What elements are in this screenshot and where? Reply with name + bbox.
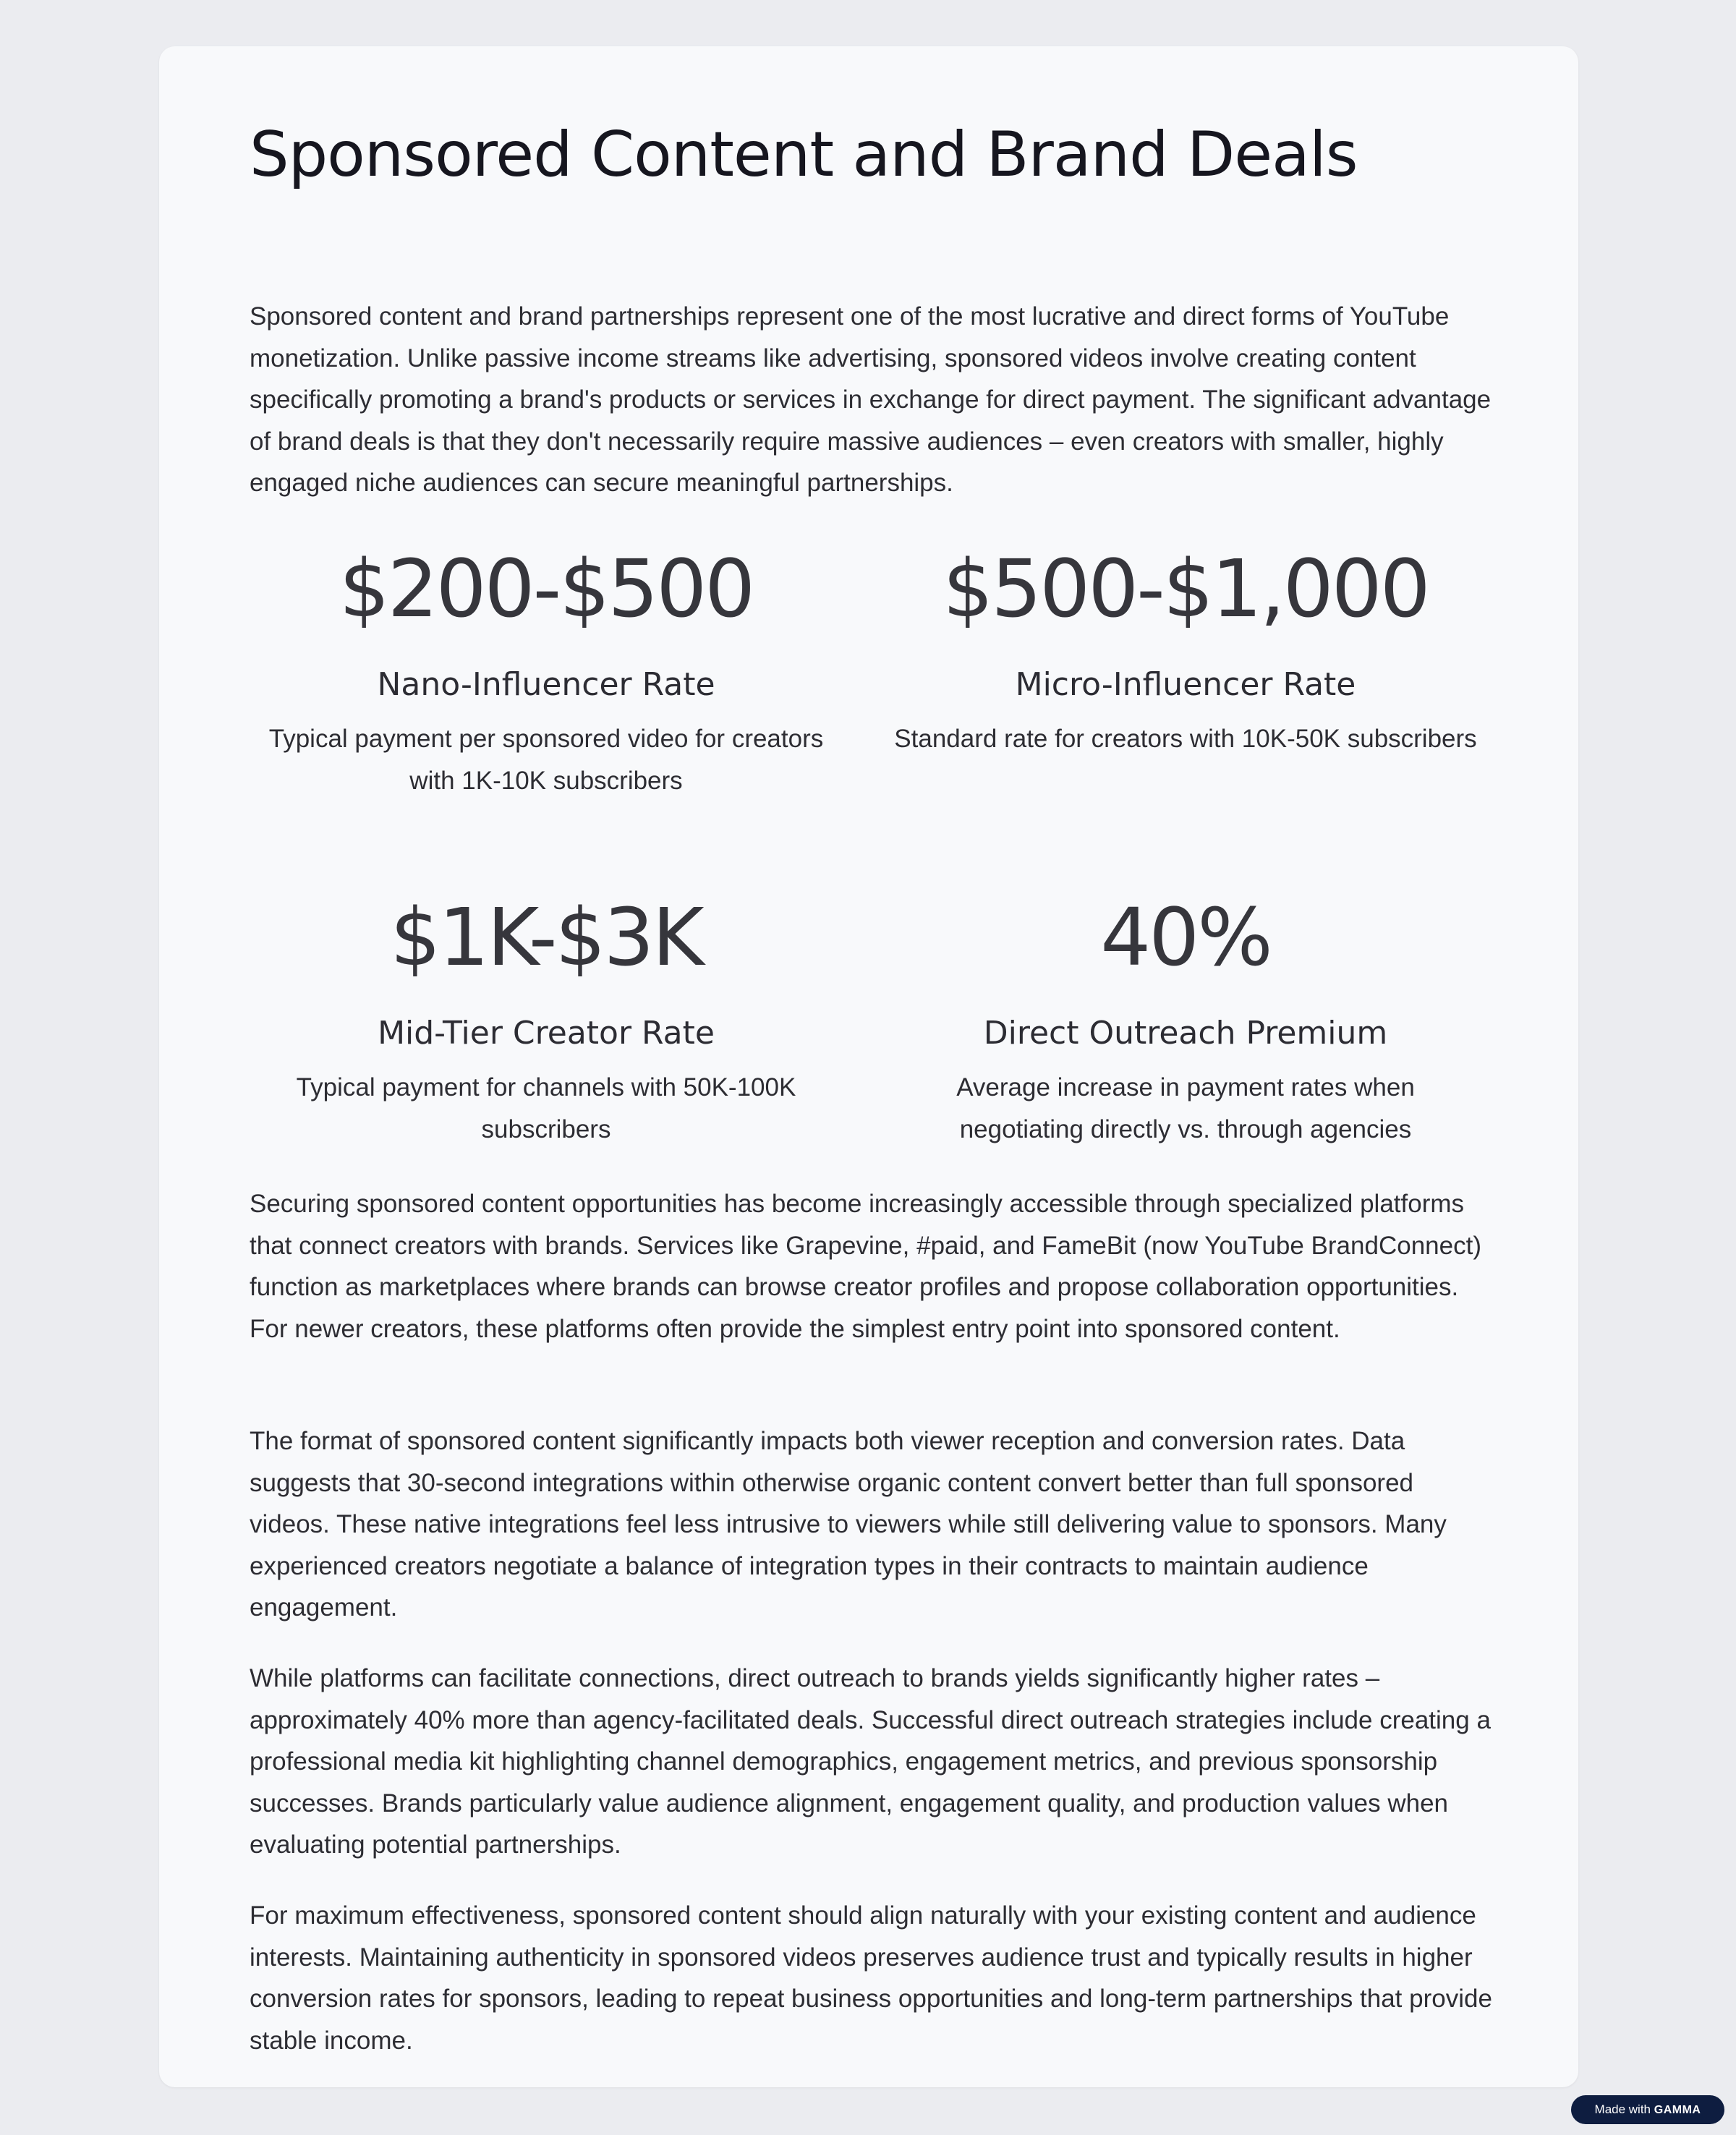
- gamma-logo-text: GAMMA: [1654, 2104, 1701, 2116]
- stat-mid-tier-creator: [250, 890, 843, 1150]
- stat-direct-outreach: [889, 890, 1482, 1150]
- stat-value: 40%: [1100, 891, 1271, 984]
- stat-label: Mid-Tier Creator Rate: [378, 1015, 715, 1052]
- stat-label: Micro-Influencer Rate: [1015, 666, 1356, 703]
- stat-value: $200-$500: [339, 542, 754, 635]
- stat-label: Nano-Influencer Rate: [377, 666, 715, 703]
- made-with-gamma-badge[interactable]: [1571, 2095, 1724, 2124]
- stat-description: Typical payment for channels with 50K-100K subscribers: [296, 1073, 796, 1143]
- body-paragraph: Securing sponsored content opportunities has become increasingly accessible through specialized platforms that connect creators with brands. Services like Grapevine, #paid, and FameBit (now YouTube BrandConnect) function as marketplaces where brands can browse creator profiles and propose collaboration opportunities. For newer creators, these platforms often provide the simplest entry point into sponsored content.: [250, 1190, 1481, 1343]
- stat-description: Typical payment per sponsored video for creators with 1K-10K subscribers: [268, 725, 824, 795]
- intro-paragraph: Sponsored content and brand partnerships represent one of the most lucrative and direct forms of YouTube monetization. Unlike passive income streams like advertising, sponsored videos involve creating content specifically promoting a brand's products or services in exchange for direct payment. The significant advantage of brand deals is that they don't necessarily require massive audiences – even creators with smaller, highly engaged niche audiences can secure meaningful partnerships.: [250, 302, 1492, 497]
- content-card: [159, 46, 1578, 2087]
- stat-value: $500-$1,000: [943, 542, 1429, 635]
- stat-value: $1K-$3K: [390, 891, 702, 984]
- body-paragraph: The format of sponsored content significantly impacts both viewer reception and conversion rates. Data suggests that 30-second integrations within otherwise organic content convert better than full sponsored videos. These native integrations feel less intrusive to viewers while still delivering value to sponsors. Many experienced creators negotiate a balance of integration types in their contracts to maintain audience engagement.: [250, 1427, 1447, 1622]
- page-title: Sponsored Content and Brand Deals: [250, 119, 1358, 191]
- badge-prefix: Made with: [1594, 2102, 1651, 2116]
- stat-label: Direct Outreach Premium: [983, 1015, 1388, 1052]
- body-paragraph: For maximum effectiveness, sponsored content should align naturally with your existing content and audience interests. Maintaining authenticity in sponsored videos preserves audience trust and typically results in higher conversion rates for sponsors, leading to repeat business opportunities and long-term partnerships that provide stable income.: [250, 1901, 1492, 2055]
- stat-description: Standard rate for creators with 10K-50K subscribers: [894, 725, 1477, 753]
- stat-micro-influencer: [889, 542, 1482, 760]
- body-paragraph: While platforms can facilitate connections, direct outreach to brands yields significantly higher rates – approximately 40% more than agency-facilitated deals. Successful direct outreach strategies include creating a professional media kit highlighting channel demographics, engagement metrics, and previous sponsorship successes. Brands particularly value audience alignment, engagement quality, and production values when evaluating potential partnerships.: [250, 1664, 1491, 1859]
- stat-nano-influencer: [250, 542, 843, 801]
- stat-description: Average increase in payment rates when negotiating directly vs. through agencies: [956, 1073, 1415, 1143]
